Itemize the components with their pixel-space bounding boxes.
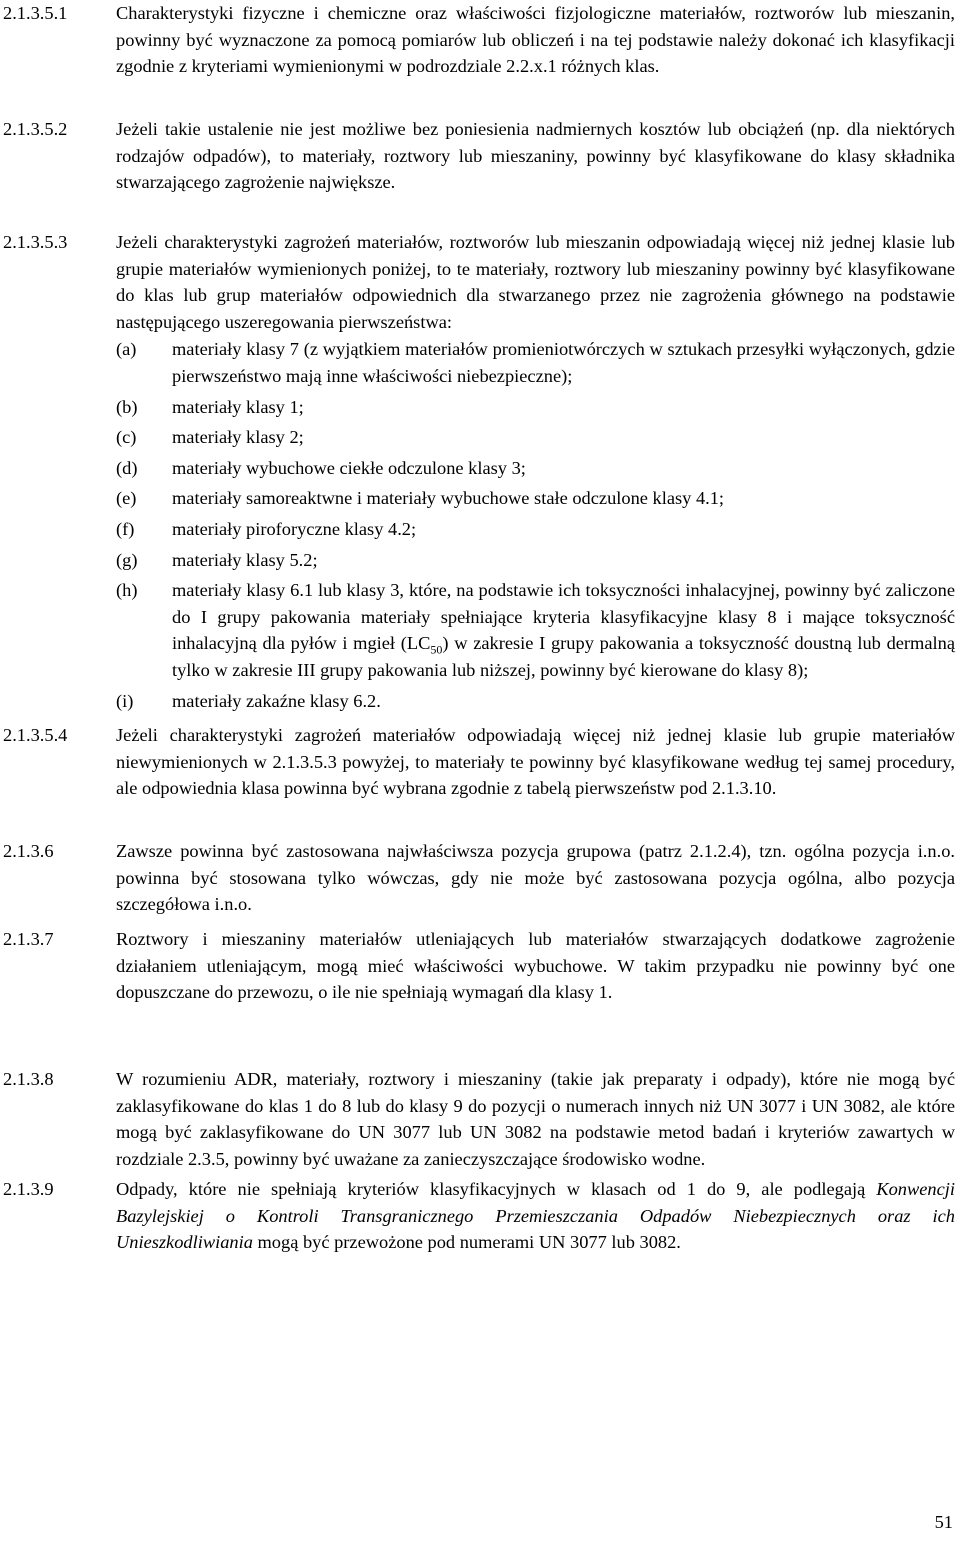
section-text: Jeżeli takie ustalenie nie jest możliwe bez poniesienia nadmiernych kosztów lub obciążeń (np. dla niektórych rodzajów odpadów), to materiały, roztwory lub mieszaniny, powinny być klasyfikowane do klasy składnika stwarzającego zagrożenie największe. xyxy=(116,119,955,193)
section-text-part: mogą być przewożone pod numerami UN 3077 lub 3082. xyxy=(252,1232,681,1253)
section-number: 2.1.3.6 xyxy=(3,841,54,861)
list-item-text: materiały wybuchowe ciekłe odczulone klasy 3; xyxy=(172,457,526,478)
convention-title: Konwencji Bazylejskiej o Kontroli Transgranicznego Przemieszczania Odpadów Niebezpiecznych oraz ich Unieszkodliwiania xyxy=(116,1179,955,1253)
list-item-text: materiały klasy 1; xyxy=(172,396,304,417)
section-2-1-3-7 xyxy=(3,926,955,1006)
list-item-label: (e) xyxy=(116,488,137,509)
list-item-text-part: ) w zakresie I grupy pakowania a toksyczność doustną lub dermalną tylko w zakresie III grupy pakowania lub niższej, powinny być kierowane do klasy 8); xyxy=(172,633,955,680)
lc50-subscript: 50 xyxy=(430,642,443,657)
section-text: Jeżeli charakterystyki zagrożeń materiałów odpowiadają więcej niż jednej klasie lub grupie materiałów niewymienionych w 2.1.3.5.3 powyżej, to materiały te powinny być klasyfikowane według tej samej procedury, ale odpowiednia klasa powinna być wybrana zgodnie z tabelą pierwszeństw pod 2.1.3.10. xyxy=(116,725,955,799)
section-text: Charakterystyki fizyczne i chemiczne oraz właściwości fizjologiczne materiałów, roztworów lub mieszanin, powinny być wyznaczone za pomocą pomiarów lub obliczeń i na tej podstawie należy dokonać ich klasyfikacji zgodnie z kryteriami wymienionymi w podrozdziale 2.2.x.1 różnych klas. xyxy=(116,3,955,77)
section-2-1-3-5-1 xyxy=(3,0,955,80)
list-item-text: materiały samoreaktwne i materiały wybuchowe stałe odczulone klasy 4.1; xyxy=(172,488,725,509)
section-text: Jeżeli charakterystyki zagrożeń materiałów, roztworów lub mieszanin odpowiadają więcej niż jednej klasie lub grupie materiałów wymienionych poniżej, to te materiały, roztwory lub mieszaniny powinny być klasyfikowane do klas lub grup materiałów odpowiednich dla stwarzanego przez nie zagrożenia głównego na podstawie następującego uszeregowania pierwszeństwa: xyxy=(116,232,955,332)
list-item xyxy=(116,485,955,512)
list-item xyxy=(116,455,955,482)
list-item-text xyxy=(172,577,955,683)
section-2-1-3-6 xyxy=(3,838,955,918)
list-item-label: (h) xyxy=(116,580,138,601)
list-item-label: (g) xyxy=(116,549,138,570)
list-item xyxy=(116,394,955,421)
page-number: 51 xyxy=(934,1512,953,1532)
section-number: 2.1.3.7 xyxy=(3,929,54,949)
list-item-text: materiały klasy 7 (z wyjątkiem materiałów promieniotwórczych w sztukach przesyłki wyłączonych, gdzie pierwszeństwo mają inne właściwości niebezpieczne); xyxy=(172,339,955,386)
list-item-label: (c) xyxy=(116,427,137,448)
section-2-1-3-9 xyxy=(3,1176,955,1256)
list-item xyxy=(116,688,955,715)
list-item-label: (b) xyxy=(116,396,138,417)
list-item-text: materiały klasy 2; xyxy=(172,427,304,448)
list-item-text-part: materiały klasy 6.1 lub klasy 3, które, na podstawie ich toksyczności inhalacyjnej, powinny być zaliczone do I grupy pakowania materiały spełniające kryteria klasyfikacyjne klasy 8 i mające toksyczność inhalacyjną dla pyłów i mgieł (LC xyxy=(172,580,955,654)
list-item xyxy=(116,336,955,389)
list-item xyxy=(116,577,955,683)
section-text: Roztwory i mieszaniny materiałów utleniających lub materiałów stwarzających dodatkowe zagrożenie działaniem utleniającym, mogą mieć właściwości wybuchowe. W takim przypadku nie powinny być one dopuszczane do przewozu, o ile nie spełniają wymagań dla klasy 1. xyxy=(116,929,955,1003)
section-number: 2.1.3.5.1 xyxy=(3,3,68,23)
section-number: 2.1.3.5.2 xyxy=(3,119,68,139)
section-number: 2.1.3.8 xyxy=(3,1069,54,1089)
list-item xyxy=(116,424,955,451)
list-item-label: (d) xyxy=(116,457,138,478)
section-number: 2.1.3.5.4 xyxy=(3,725,68,745)
priority-list xyxy=(116,336,955,714)
section-2-1-3-5-4 xyxy=(3,722,955,802)
list-item-label: (i) xyxy=(116,690,134,711)
section-2-1-3-5-2 xyxy=(3,116,955,196)
section-text: Zawsze powinna być zastosowana najwłaściwsza pozycja grupowa (patrz 2.1.2.4), tzn. ogólna pozycja i.n.o. powinna być stosowana tylko wówczas, gdy nie może być zastosowana pozycja ogólna, albo pozycja szczegółowa i.n.o. xyxy=(116,841,955,915)
section-number: 2.1.3.5.3 xyxy=(3,232,68,252)
list-item xyxy=(116,516,955,543)
section-2-1-3-8 xyxy=(3,1066,955,1172)
section-text-part: Odpady, które nie spełniają kryteriów klasyfikacyjnych w klasach od 1 do 9, ale podlegają xyxy=(116,1179,877,1199)
list-item-label: (f) xyxy=(116,518,135,539)
list-item-text: materiały piroforyczne klasy 4.2; xyxy=(172,518,417,539)
section-2-1-3-5-3 xyxy=(3,229,955,714)
section-text xyxy=(116,1176,955,1256)
section-text: W rozumieniu ADR, materiały, roztwory i mieszaniny (takie jak preparaty i odpady), które nie mogą być zaklasyfikowane do klas 1 do 8 lub do klasy 9 do pozycji o numerach innych niż UN 3077 i UN 3082, ale które mogą być zaklasyfikowane do UN 3077 lub UN 3082 na podstawie metod badań i kryteriów zawartych w rozdziale 2.3.5, powinny być uważane za zanieczyszczające środowisko wodne. xyxy=(116,1069,955,1169)
section-number: 2.1.3.9 xyxy=(3,1179,54,1199)
list-item-text: materiały zakaźne klasy 6.2. xyxy=(172,690,381,711)
list-item-label: (a) xyxy=(116,339,137,360)
list-item xyxy=(116,547,955,574)
list-item-text: materiały klasy 5.2; xyxy=(172,549,318,570)
